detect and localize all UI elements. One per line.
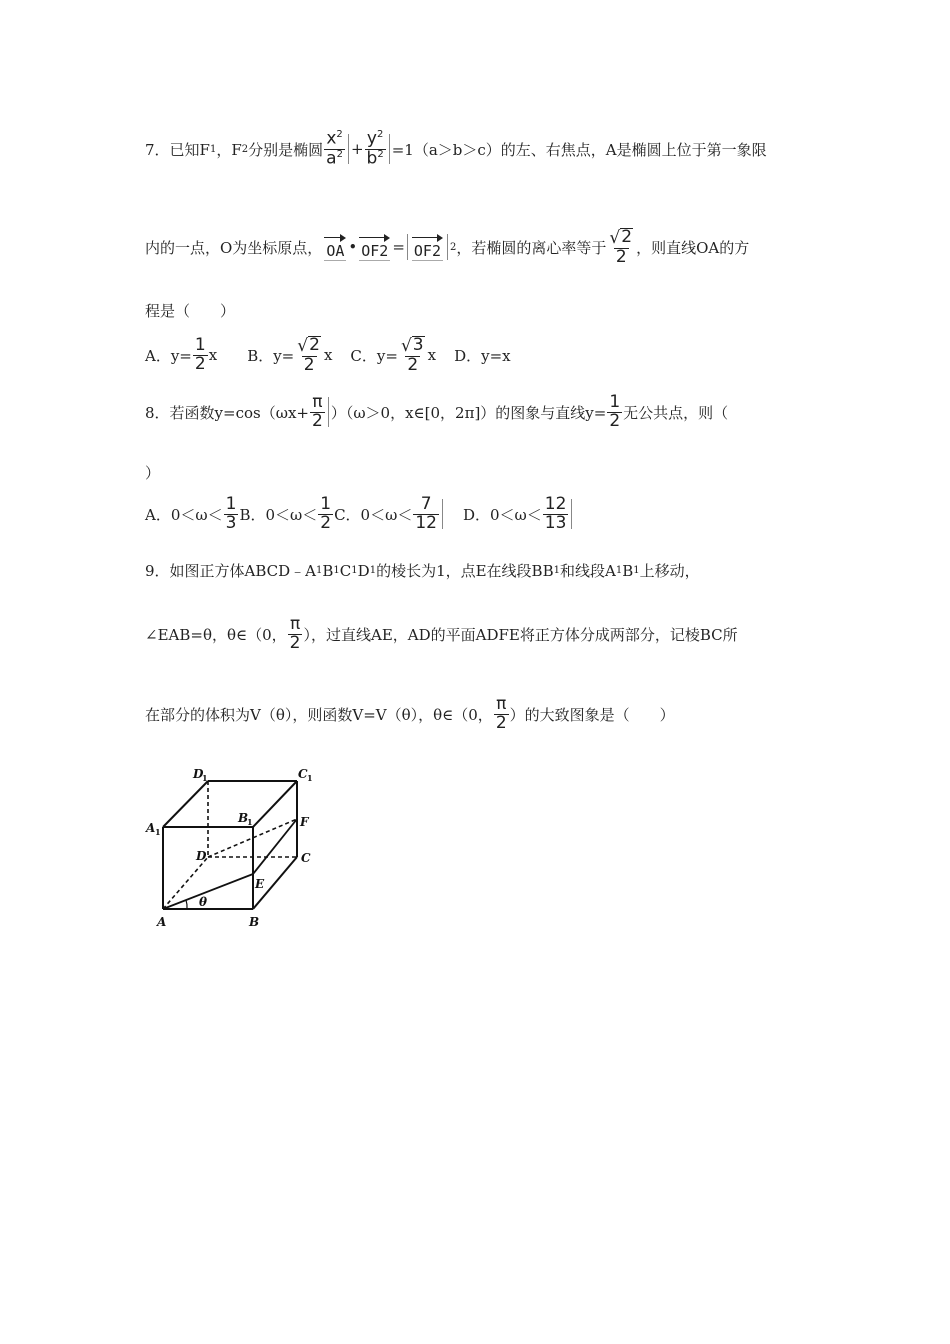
ellipse-y-fraction: $\frac{y^2}{b^2}$ (366, 128, 384, 169)
ellipse-x-fraction: $\frac{x^2}{a^2}$ (326, 128, 343, 169)
q7-line2: 内的一点，O为坐标原点， OA • OF2 = OF2 2 ，若椭圆的离心率等于 √ 2 2 ，则直线OA的方 (145, 227, 750, 267)
svg-text:1: 1 (155, 827, 161, 837)
label-c: C (301, 851, 311, 865)
edge-b1c1 (253, 781, 297, 827)
q7-option-d: D．y=x (454, 346, 511, 365)
label-c1: C (298, 767, 308, 781)
svg-text:1: 1 (247, 817, 253, 827)
q8-option-a: A．0＜ω＜ $\frac{1}{3}$ (145, 494, 237, 533)
q8-option-d: D．0＜ω＜ $\frac{12}{13}$ (463, 496, 574, 533)
q8-line1: 8．若函数y=cos（ωx+ $\frac{\pi}{2}$ ）（ω＞0，x∈[0，2π]）的图象与直线y= $\frac{1}{2}$ 无公共点，则（ (145, 392, 729, 431)
label-theta: θ (199, 895, 208, 909)
svg-text:1: 1 (202, 773, 208, 783)
edge-a1d1 (163, 781, 208, 827)
q9-line1: 9．如图正方体ABCD﹣A 1 B 1 C 1 D 1 的棱长为1，点E在线段BB 1 和线段A 1 B 1 上移动， (145, 561, 700, 580)
q9-line3: 在部分的体积为V（θ），则函数V=V（θ），θ∈（0， $\frac{\pi}{2}$ ）的大致图象是（ ） (145, 694, 675, 733)
q8-option-b: B．0＜ω＜ $\frac{1}{2}$ (239, 494, 332, 533)
vector-of2-abs: OF2 (412, 234, 443, 261)
svg-text:1: 1 (307, 773, 313, 783)
q9-line2: ∠EAB=θ，θ∈（0， $\frac{\pi}{2}$ ），过直线AE，AD的平面ADFE将正方体分成两部分，记棱BC所 (145, 614, 738, 653)
label-b1: B (238, 811, 249, 825)
q7-options (145, 336, 511, 375)
label-a: A (157, 915, 167, 929)
eccentricity-fraction: √ 2 2 (609, 227, 633, 267)
q7-option-b: B．y= √ 2 2 x (247, 335, 333, 375)
label-a1: A (146, 821, 156, 835)
label-f: F (300, 815, 309, 829)
label-d1: D (193, 767, 204, 781)
q7-option-a: A．y= $\frac{1}{2}$ x (145, 334, 218, 374)
q8-options (145, 496, 574, 533)
q7-line3: 程是（ ） (145, 302, 236, 320)
label-e: E (255, 877, 265, 891)
q8-line2: ） (145, 464, 161, 482)
pi-over-2: $\frac{\pi}{2}$ (495, 694, 507, 733)
q7-line1: 7． 已知F 1 ，F 2 分别是椭圆 $\frac{x^2}{a^2}$ + $\frac{y^2}{b^2}$ =1（a＞b＞c）的左、右焦点，A是椭圆上位于第一象限 (145, 128, 767, 169)
label-b: B (249, 915, 260, 929)
angle-theta-arc (186, 900, 187, 909)
q8-option-c: C．0＜ω＜ $\frac{7}{12}$ (334, 496, 445, 533)
one-half: $\frac{1}{2}$ (609, 392, 621, 431)
q7-option-c: C．y= √ 3 2 x (350, 335, 437, 375)
pi-over-2: $\frac{\pi}{2}$ (289, 614, 301, 653)
pi-over-2: $\frac{\pi}{2}$ (311, 392, 323, 431)
cube-figure (145, 764, 325, 934)
vector-oa: OA (324, 234, 346, 261)
q7-number: 7． (145, 140, 170, 159)
label-d: D (196, 849, 207, 863)
vector-of2: OF2 (359, 234, 390, 261)
line-ae (163, 874, 253, 909)
